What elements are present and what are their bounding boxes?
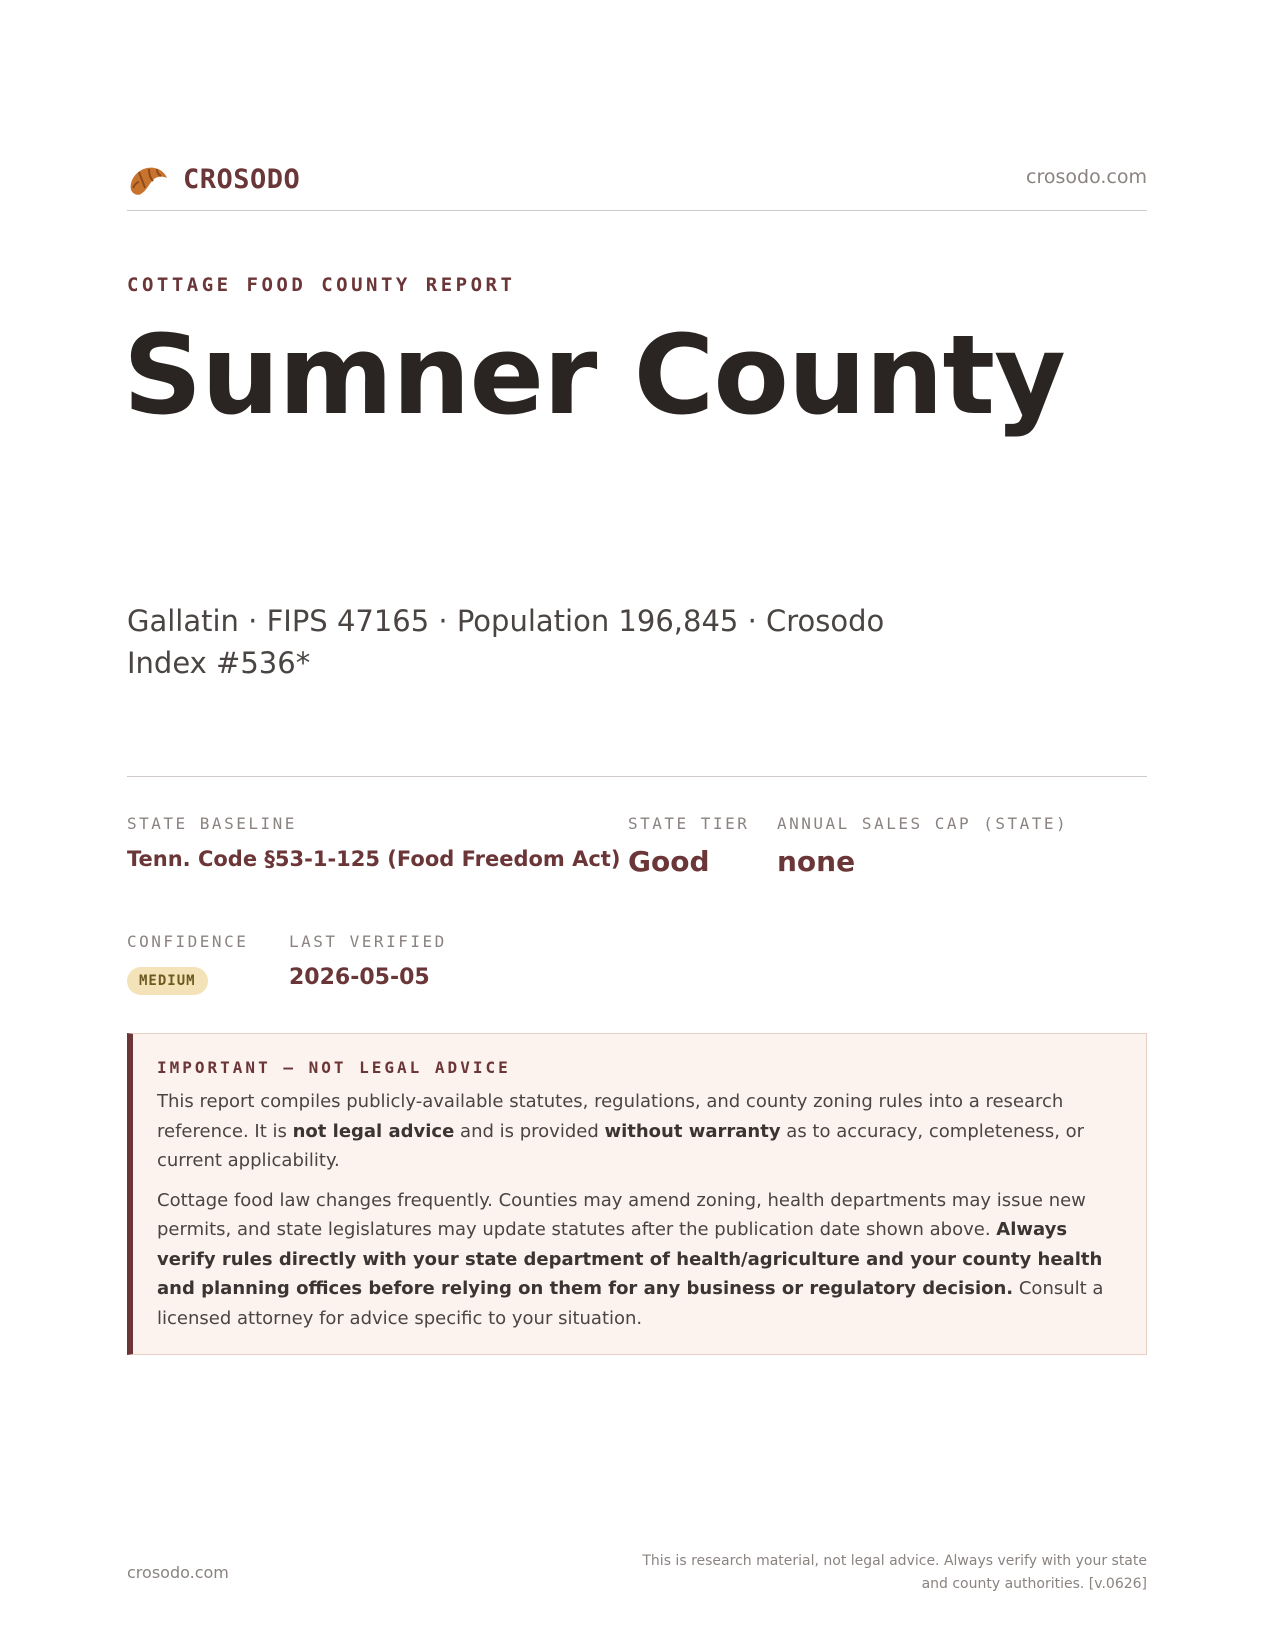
notice-emphasis: Always verify rules directly with your state department of health/agriculture and your county health and planning offices before relying on them for any business or regulatory decision.	[157, 1219, 1103, 1299]
confidence-badge: MEDIUM	[127, 967, 208, 995]
site-url[interactable]: crosodo.com	[1026, 166, 1147, 188]
notice-emphasis: without warranty	[604, 1120, 781, 1142]
section-divider	[127, 776, 1147, 777]
notice-text: This report compiles publicly-available statutes, regulations, and county zoning rules into a research reference. It is	[157, 1091, 1064, 1142]
notice-title: IMPORTANT — NOT LEGAL ADVICE	[157, 1058, 511, 1077]
fact-state-tier	[628, 814, 749, 878]
fact-label: LAST VERIFIED	[289, 932, 447, 951]
notice-paragraph	[157, 1186, 1124, 1334]
notice-emphasis: not legal advice	[292, 1120, 455, 1142]
fact-label: STATE TIER	[628, 814, 750, 833]
brand	[127, 160, 300, 198]
fact-value: Tenn. Code §53-1-125 (Food Freedom Act)	[127, 847, 621, 871]
report-page	[123, 0, 1147, 1650]
footer-site[interactable]: crosodo.com	[127, 1563, 229, 1582]
legal-notice	[127, 1033, 1147, 1355]
report-eyebrow: COTTAGE FOOD COUNTY REPORT	[127, 274, 516, 296]
fact-label: STATE BASELINE	[127, 814, 297, 833]
fact-state-baseline	[127, 814, 620, 871]
notice-text: Cottage food law changes frequently. Counties may amend zoning, health departments may issue new permits, and state legislatures may update statutes after the publication date shown above.	[157, 1189, 1086, 1240]
fact-value: none	[777, 845, 856, 878]
notice-paragraph	[157, 1087, 1124, 1176]
notice-text: Consult a licensed attorney for advice specific to your situation.	[157, 1278, 1104, 1329]
page-header	[127, 158, 1147, 211]
county-subtitle: Gallatin · FIPS 47165 · Population 196,845 · Crosodo Index #536*	[127, 604, 885, 680]
fact-label: ANNUAL SALES CAP (STATE)	[777, 814, 1069, 833]
fact-value: 2026-05-05	[289, 965, 430, 990]
fact-confidence	[127, 932, 248, 995]
county-title: Sumner County	[123, 311, 1065, 439]
fact-sales-cap	[777, 814, 1068, 878]
footer-disclaimer: This is research material, not legal advice. Always verify with your state and county authorities. [v.0626]	[642, 1553, 1147, 1592]
croissant-icon	[127, 160, 169, 198]
notice-text: as to accuracy, completeness, or current applicability.	[157, 1120, 1085, 1171]
fact-last-verified	[289, 932, 447, 990]
fact-value: Good	[628, 845, 710, 878]
brand-name: CROSODO	[183, 163, 301, 195]
notice-text: and is provided	[454, 1120, 605, 1142]
fact-label: CONFIDENCE	[127, 932, 249, 951]
